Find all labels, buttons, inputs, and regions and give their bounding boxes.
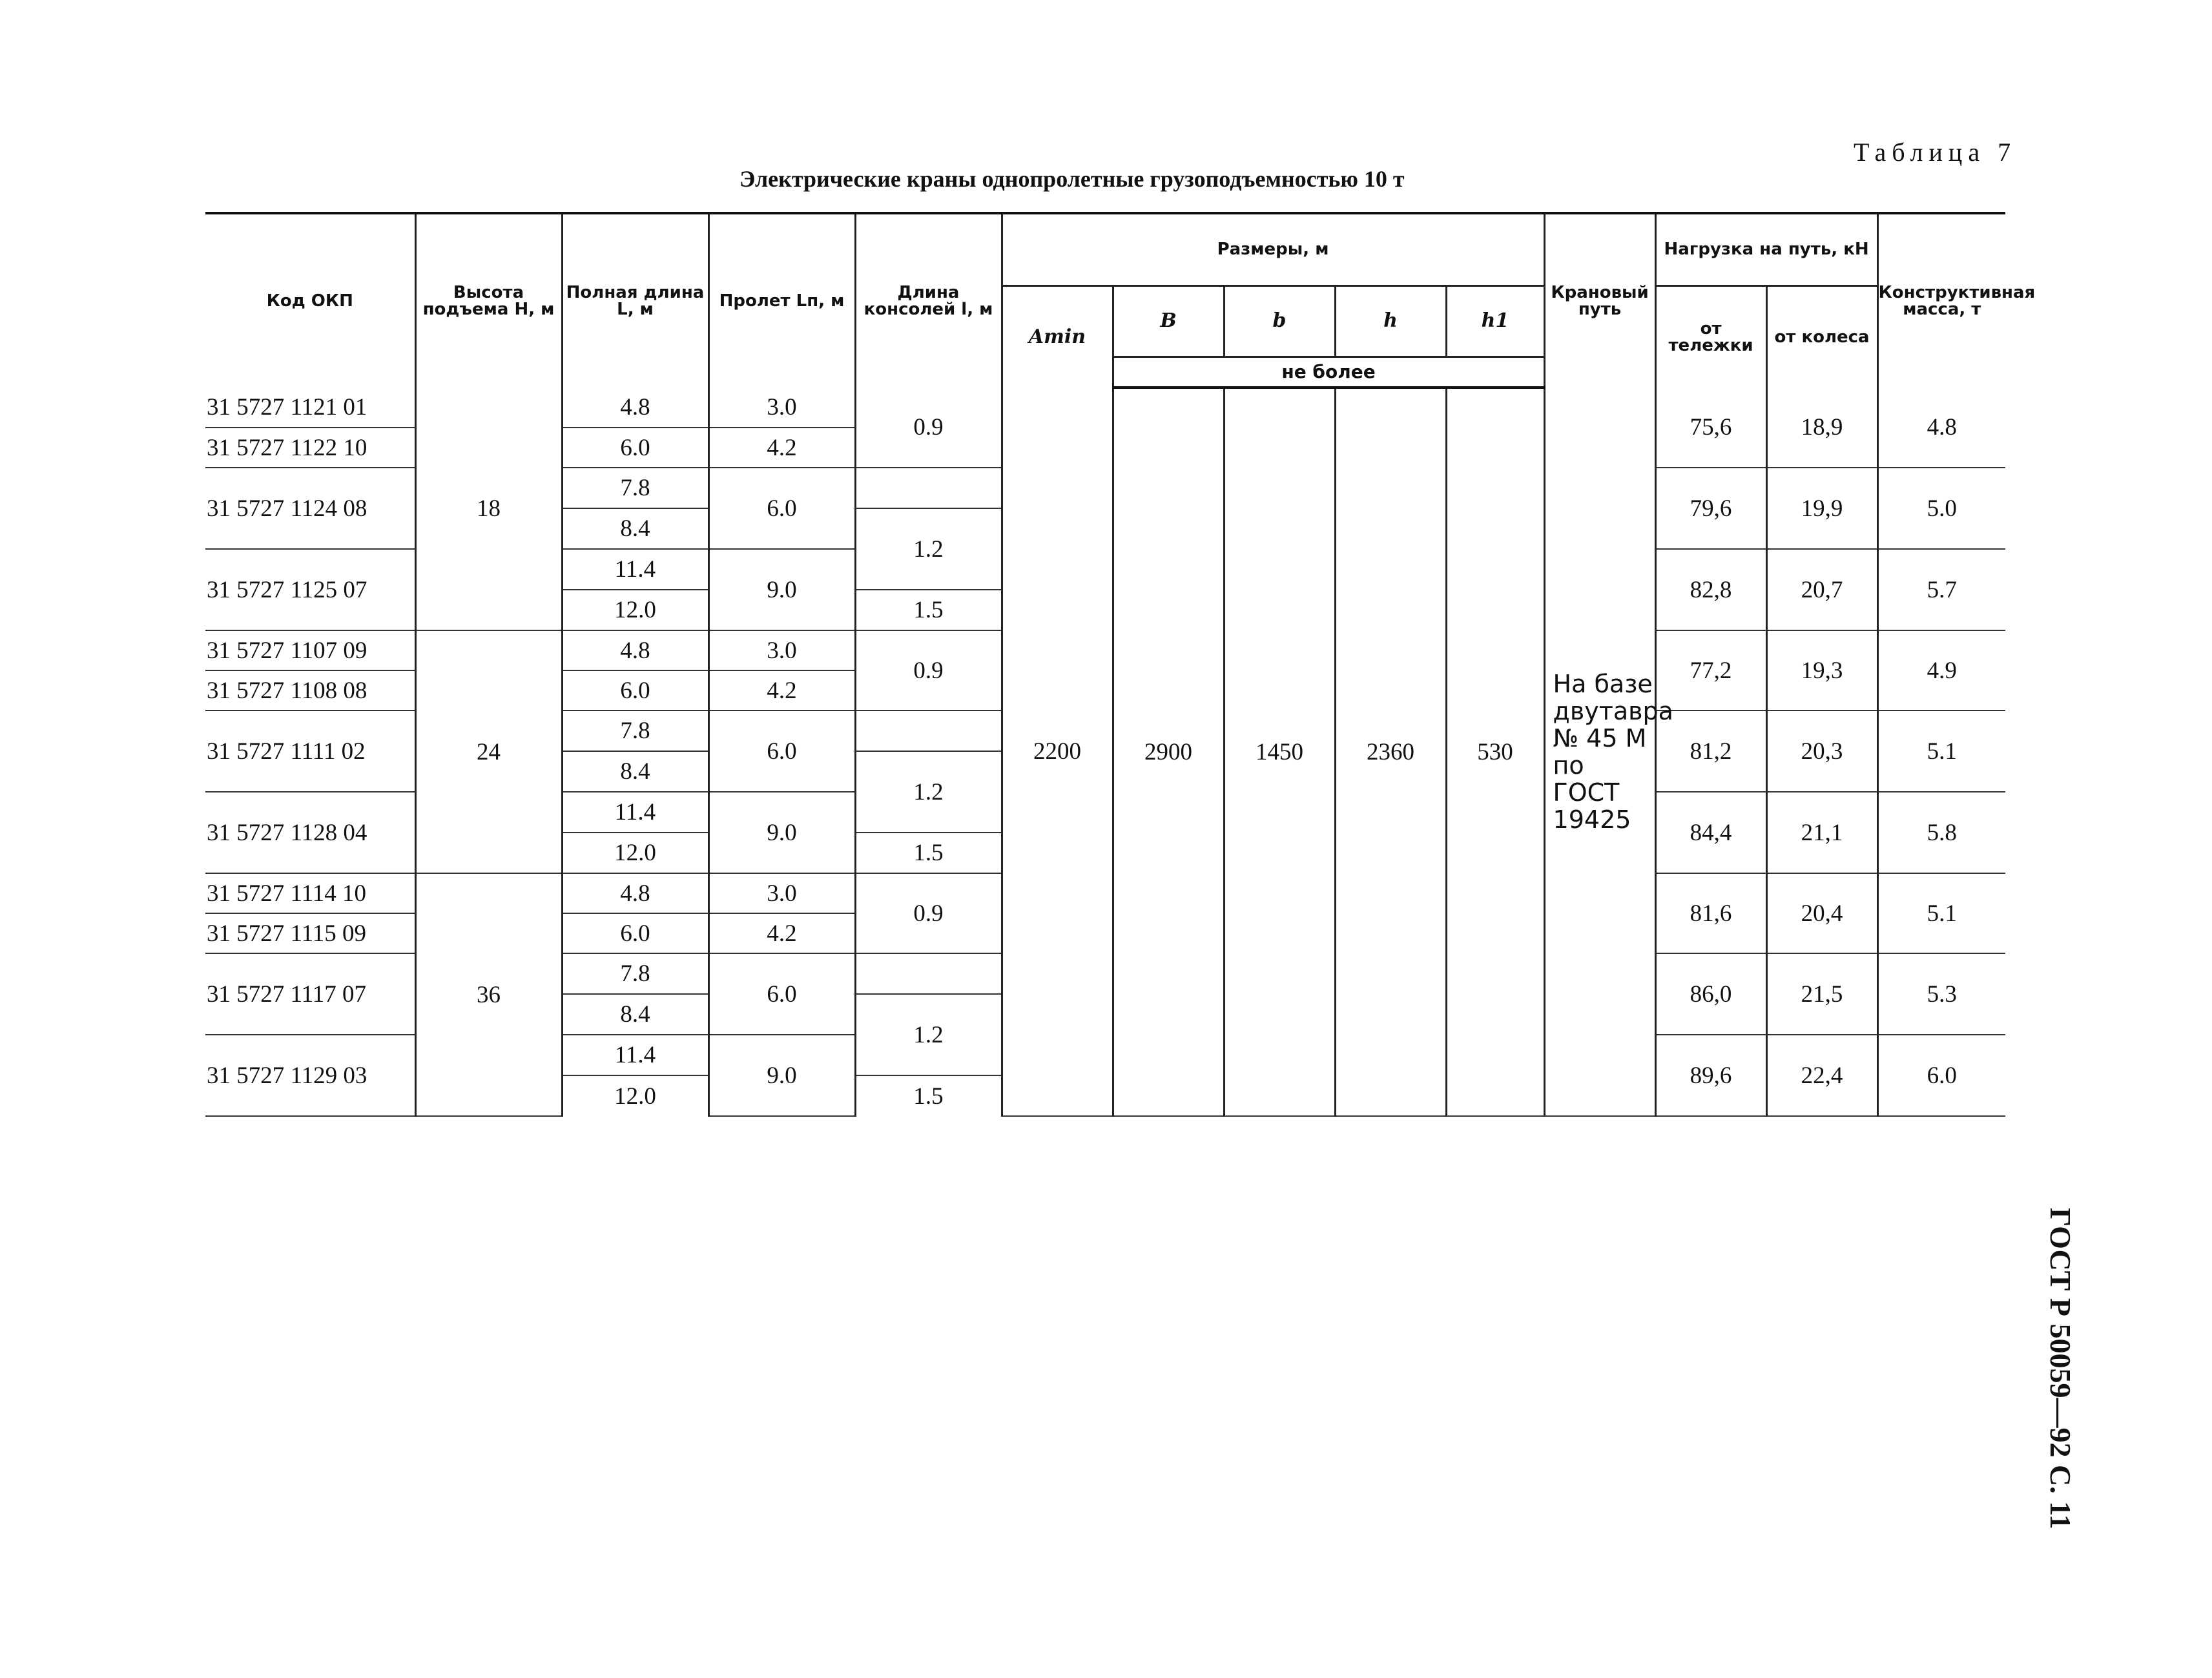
full-length: 8.4	[562, 751, 708, 792]
console-length-blank	[855, 953, 1002, 994]
okp-code: 31 5727 1129 03	[205, 1035, 415, 1116]
load-trolley: 84,4	[1655, 792, 1766, 873]
B-value: 2900	[1113, 388, 1224, 1116]
okp-code: 31 5727 1121 01	[205, 388, 415, 428]
span: 9.0	[708, 549, 855, 630]
load-wheel: 20,7	[1766, 549, 1877, 630]
full-length: 7.8	[562, 468, 708, 508]
okp-code: 31 5727 1111 02	[205, 710, 415, 792]
full-length: 7.8	[562, 953, 708, 994]
full-length: 8.4	[562, 508, 708, 549]
header-B: B	[1113, 285, 1224, 357]
console-length: 0.9	[855, 873, 1002, 953]
mass: 6.0	[1877, 1035, 2005, 1116]
lift-height: 24	[415, 630, 562, 873]
full-length: 11.4	[562, 1035, 708, 1075]
load-trolley: 81,6	[1655, 873, 1766, 953]
header-b: b	[1224, 285, 1335, 357]
header-mass: Конструктивная масса, т	[1877, 213, 2005, 388]
full-length: 4.8	[562, 630, 708, 670]
header-not-more-dims: не более	[1113, 357, 1544, 388]
header-full-length: Полная длина L, м	[562, 213, 708, 388]
load-trolley: 81,2	[1655, 710, 1766, 792]
load-wheel: 22,4	[1766, 1035, 1877, 1116]
full-length: 12.0	[562, 833, 708, 873]
span: 3.0	[708, 630, 855, 670]
full-length: 6.0	[562, 670, 708, 710]
header-crane-track: Крановый путь	[1544, 213, 1655, 388]
console-length: 1.2	[855, 508, 1002, 590]
span: 9.0	[708, 1035, 855, 1116]
mass: 5.3	[1877, 953, 2005, 1035]
mass: 5.1	[1877, 873, 2005, 953]
amin-value: 2200	[1002, 388, 1113, 1116]
okp-code: 31 5727 1107 09	[205, 630, 415, 670]
mass: 4.9	[1877, 630, 2005, 710]
table-header	[205, 213, 2036, 388]
h-value: 2360	[1335, 388, 1446, 1116]
full-length: 11.4	[562, 549, 708, 590]
header-okp-code: Код ОКП	[205, 213, 415, 388]
header-h: h	[1335, 285, 1446, 357]
load-trolley: 75,6	[1655, 388, 1766, 468]
span: 3.0	[708, 388, 855, 428]
okp-code: 31 5727 1128 04	[205, 792, 415, 873]
header-load-wheel: от колеса	[1766, 285, 1877, 388]
load-trolley: 79,6	[1655, 468, 1766, 549]
lift-height: 18	[415, 388, 562, 630]
okp-code: 31 5727 1108 08	[205, 670, 415, 710]
span: 6.0	[708, 953, 855, 1035]
span: 6.0	[708, 710, 855, 792]
header-load-group: Нагрузка на путь, кН	[1655, 213, 1877, 285]
load-wheel: 19,3	[1766, 630, 1877, 710]
mass: 5.0	[1877, 468, 2005, 549]
load-wheel: 21,5	[1766, 953, 1877, 1035]
mass: 5.8	[1877, 792, 2005, 873]
console-length: 1.5	[855, 1075, 1002, 1116]
load-wheel: 19,9	[1766, 468, 1877, 549]
table-body	[205, 388, 2005, 1116]
span: 3.0	[708, 873, 855, 913]
header-h1: h1	[1446, 285, 1544, 357]
full-length: 8.4	[562, 994, 708, 1035]
header-span: Пролет Lп, м	[708, 213, 855, 388]
console-length: 1.5	[855, 590, 1002, 630]
full-length: 4.8	[562, 388, 708, 428]
full-length: 12.0	[562, 1075, 708, 1116]
span: 6.0	[708, 468, 855, 549]
console-length: 1.5	[855, 833, 1002, 873]
full-length: 6.0	[562, 913, 708, 953]
console-length: 0.9	[855, 388, 1002, 468]
cranes-table	[205, 212, 2036, 1117]
b-value: 1450	[1224, 388, 1335, 1116]
load-trolley: 77,2	[1655, 630, 1766, 710]
header-console-length: Длина консолей l, м	[855, 213, 1002, 388]
header-load-trolley: от тележки	[1655, 285, 1766, 388]
load-wheel: 21,1	[1766, 792, 1877, 873]
header-lift-height: Высота подъема H, м	[415, 213, 562, 388]
lift-height: 36	[415, 873, 562, 1116]
span: 9.0	[708, 792, 855, 873]
full-length: 4.8	[562, 873, 708, 913]
okp-code: 31 5727 1122 10	[205, 428, 415, 468]
table-title: Электрические краны однопролетные грузоподъемностью 10 т	[739, 166, 1405, 192]
mass: 4.8	[1877, 388, 2005, 468]
full-length: 12.0	[562, 590, 708, 630]
header-dimensions-group: Размеры, м	[1002, 213, 1544, 285]
span: 4.2	[708, 913, 855, 953]
load-wheel: 20,4	[1766, 873, 1877, 953]
span: 4.2	[708, 428, 855, 468]
load-trolley: 89,6	[1655, 1035, 1766, 1116]
load-trolley: 86,0	[1655, 953, 1766, 1035]
console-length: 1.2	[855, 751, 1002, 833]
load-wheel: 20,3	[1766, 710, 1877, 792]
okp-code: 31 5727 1117 07	[205, 953, 415, 1035]
okp-code: 31 5727 1125 07	[205, 549, 415, 630]
mass: 5.1	[1877, 710, 2005, 792]
span: 4.2	[708, 670, 855, 710]
h1-value: 530	[1446, 388, 1544, 1116]
console-length: 0.9	[855, 630, 1002, 710]
crane-track: На базе двутавра № 45 М по ГОСТ 19425	[1544, 388, 1655, 1116]
okp-code: 31 5727 1115 09	[205, 913, 415, 953]
load-trolley: 82,8	[1655, 549, 1766, 630]
load-wheel: 18,9	[1766, 388, 1877, 468]
full-length: 11.4	[562, 792, 708, 833]
mass: 5.7	[1877, 549, 2005, 630]
console-length-blank	[855, 468, 1002, 508]
full-length: 6.0	[562, 428, 708, 468]
console-length: 1.2	[855, 994, 1002, 1075]
table-number: Таблица 7	[1854, 138, 2017, 167]
okp-code: 31 5727 1114 10	[205, 873, 415, 913]
header-amin: Amin	[1002, 285, 1113, 388]
document-code: ГОСТ Р 50059—92 С. 11	[2044, 1208, 2077, 1529]
full-length: 7.8	[562, 710, 708, 751]
okp-code: 31 5727 1124 08	[205, 468, 415, 549]
console-length-blank	[855, 710, 1002, 751]
